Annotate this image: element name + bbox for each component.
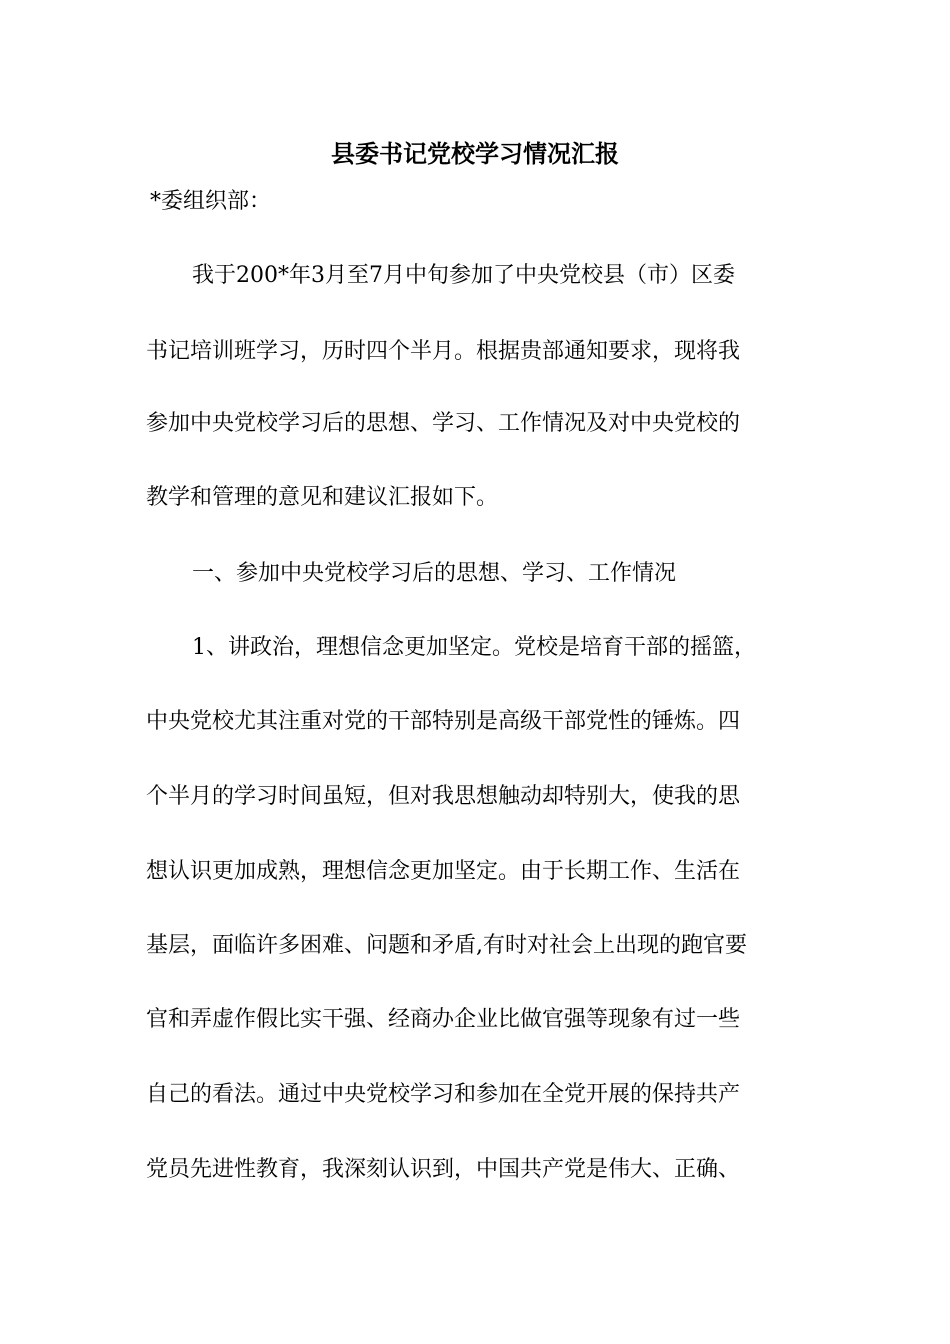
paragraph-line: 中央党校尤其注重对党的干部特别是高级干部党性的锤炼。四	[146, 709, 741, 734]
paragraph-line: 参加中央党校学习后的思想、学习、工作情况及对中央党校的	[146, 411, 741, 436]
paragraph-line: 党员先进性教育，我深刻认识到，中国共产党是伟大、正确、	[146, 1157, 741, 1182]
paragraph-line: 书记培训班学习，历时四个半月。根据贵部通知要求，现将我	[146, 339, 741, 364]
paragraph-line: 想认识更加成熟，理想信念更加坚定。由于长期工作、生活在	[146, 859, 741, 884]
paragraph-line: 自己的看法。通过中央党校学习和参加在全党开展的保持共产	[146, 1082, 741, 1107]
paragraph-line: 1、讲政治，理想信念更加坚定。党校是培育干部的摇篮，	[192, 635, 756, 660]
section-heading: 一、参加中央党校学习后的思想、学习、工作情况	[192, 561, 677, 586]
paragraph-line: 基层，面临许多困难、问题和矛盾,有时对社会上出现的跑官要	[146, 933, 747, 958]
paragraph-line: 教学和管理的意见和建议汇报如下。	[146, 485, 499, 510]
paragraph-line: 个半月的学习时间虽短，但对我思想触动却特别大，使我的思	[146, 784, 741, 809]
document-title: 县委书记党校学习情况汇报	[331, 139, 619, 168]
salutation: *委组织部：	[150, 189, 272, 214]
paragraph-line: 我于200*年3月至7月中旬参加了中央党校县（市）区委	[192, 263, 735, 288]
paragraph-line: 官和弄虚作假比实干强、经商办企业比做官强等现象有过一些	[146, 1007, 741, 1032]
